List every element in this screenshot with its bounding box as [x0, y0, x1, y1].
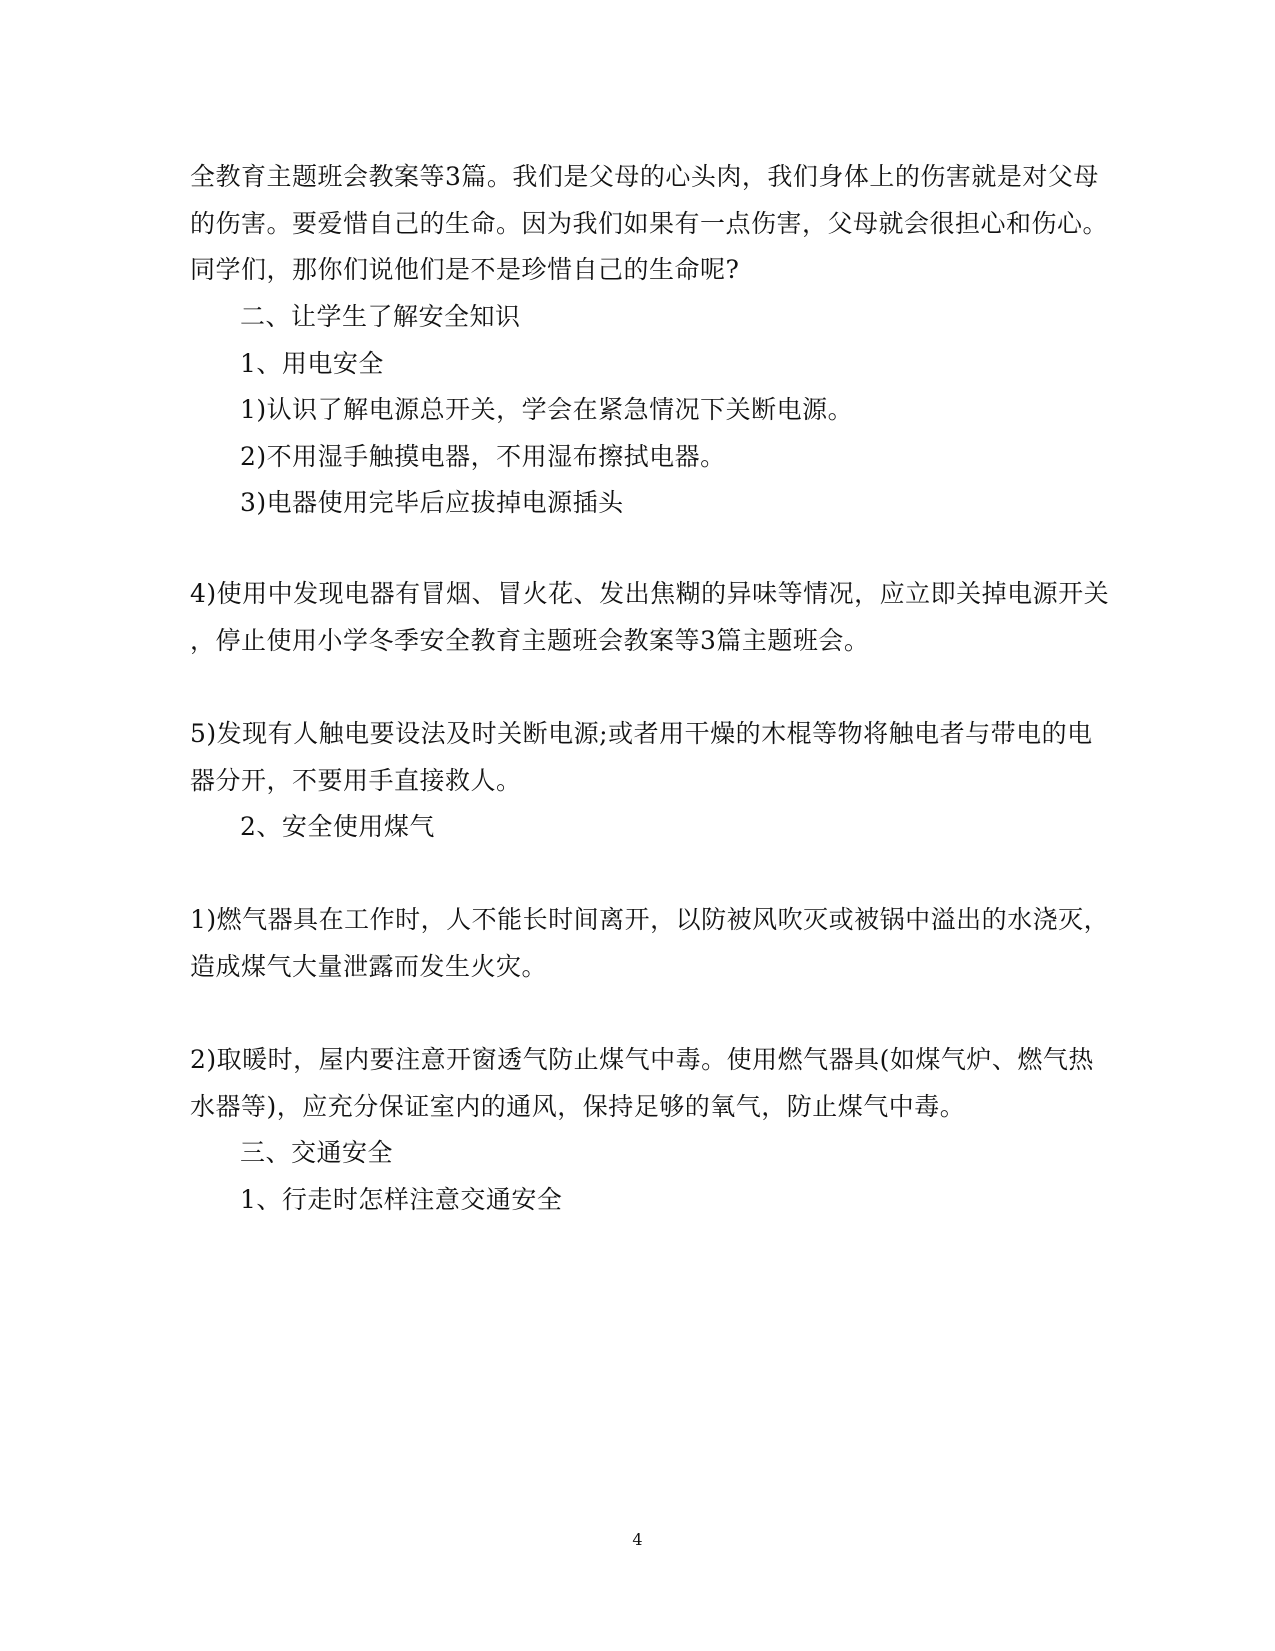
list-item: 4)使用中发现电器有冒烟、冒火花、发出焦糊的异味等情况，应立即关掉电源开关 [190, 579, 1110, 608]
text-line: ，停止使用小学冬季安全教育主题班会教案等3篇主题班会。 [190, 626, 870, 655]
subsection-heading: 2、安全使用煤气 [240, 812, 435, 841]
subsection-heading: 1、行走时怎样注意交通安全 [240, 1185, 563, 1214]
list-item: 5)发现有人触电要设法及时关断电源;或者用干燥的木棍等物将触电者与带电的电 [190, 719, 1093, 748]
section-heading: 三、交通安全 [240, 1138, 394, 1167]
text-line: 造成煤气大量泄露而发生火灾。 [190, 952, 548, 981]
list-item: 3)电器使用完毕后应拔掉电源插头 [240, 488, 624, 517]
text-line: 水器等)，应充分保证室内的通风，保持足够的氧气，防止煤气中毒。 [190, 1092, 966, 1121]
list-item: 1)认识了解电源总开关，学会在紧急情况下关断电源。 [240, 395, 854, 424]
page-number: 4 [632, 1530, 643, 1549]
list-item: 1)燃气器具在工作时，人不能长时间离开，以防被风吹灭或被锅中溢出的水浇灭， [190, 905, 1110, 934]
text-line: 器分开，不要用手直接救人。 [190, 766, 522, 795]
text-line: 同学们，那你们说他们是不是珍惜自己的生命呢? [190, 255, 740, 284]
list-item: 2)取暖时，屋内要注意开窗透气防止煤气中毒。使用燃气器具(如煤气炉、燃气热 [190, 1045, 1094, 1074]
subsection-heading: 1、用电安全 [240, 349, 384, 378]
text-line: 的伤害。要爱惜自己的生命。因为我们如果有一点伤害，父母就会很担心和伤心。 [190, 209, 1109, 238]
section-heading: 二、让学生了解安全知识 [240, 302, 521, 331]
list-item: 2)不用湿手触摸电器，不用湿布擦拭电器。 [240, 442, 726, 471]
text-line: 全教育主题班会教案等3篇。我们是父母的心头肉，我们身体上的伤害就是对父母 [190, 162, 1099, 191]
